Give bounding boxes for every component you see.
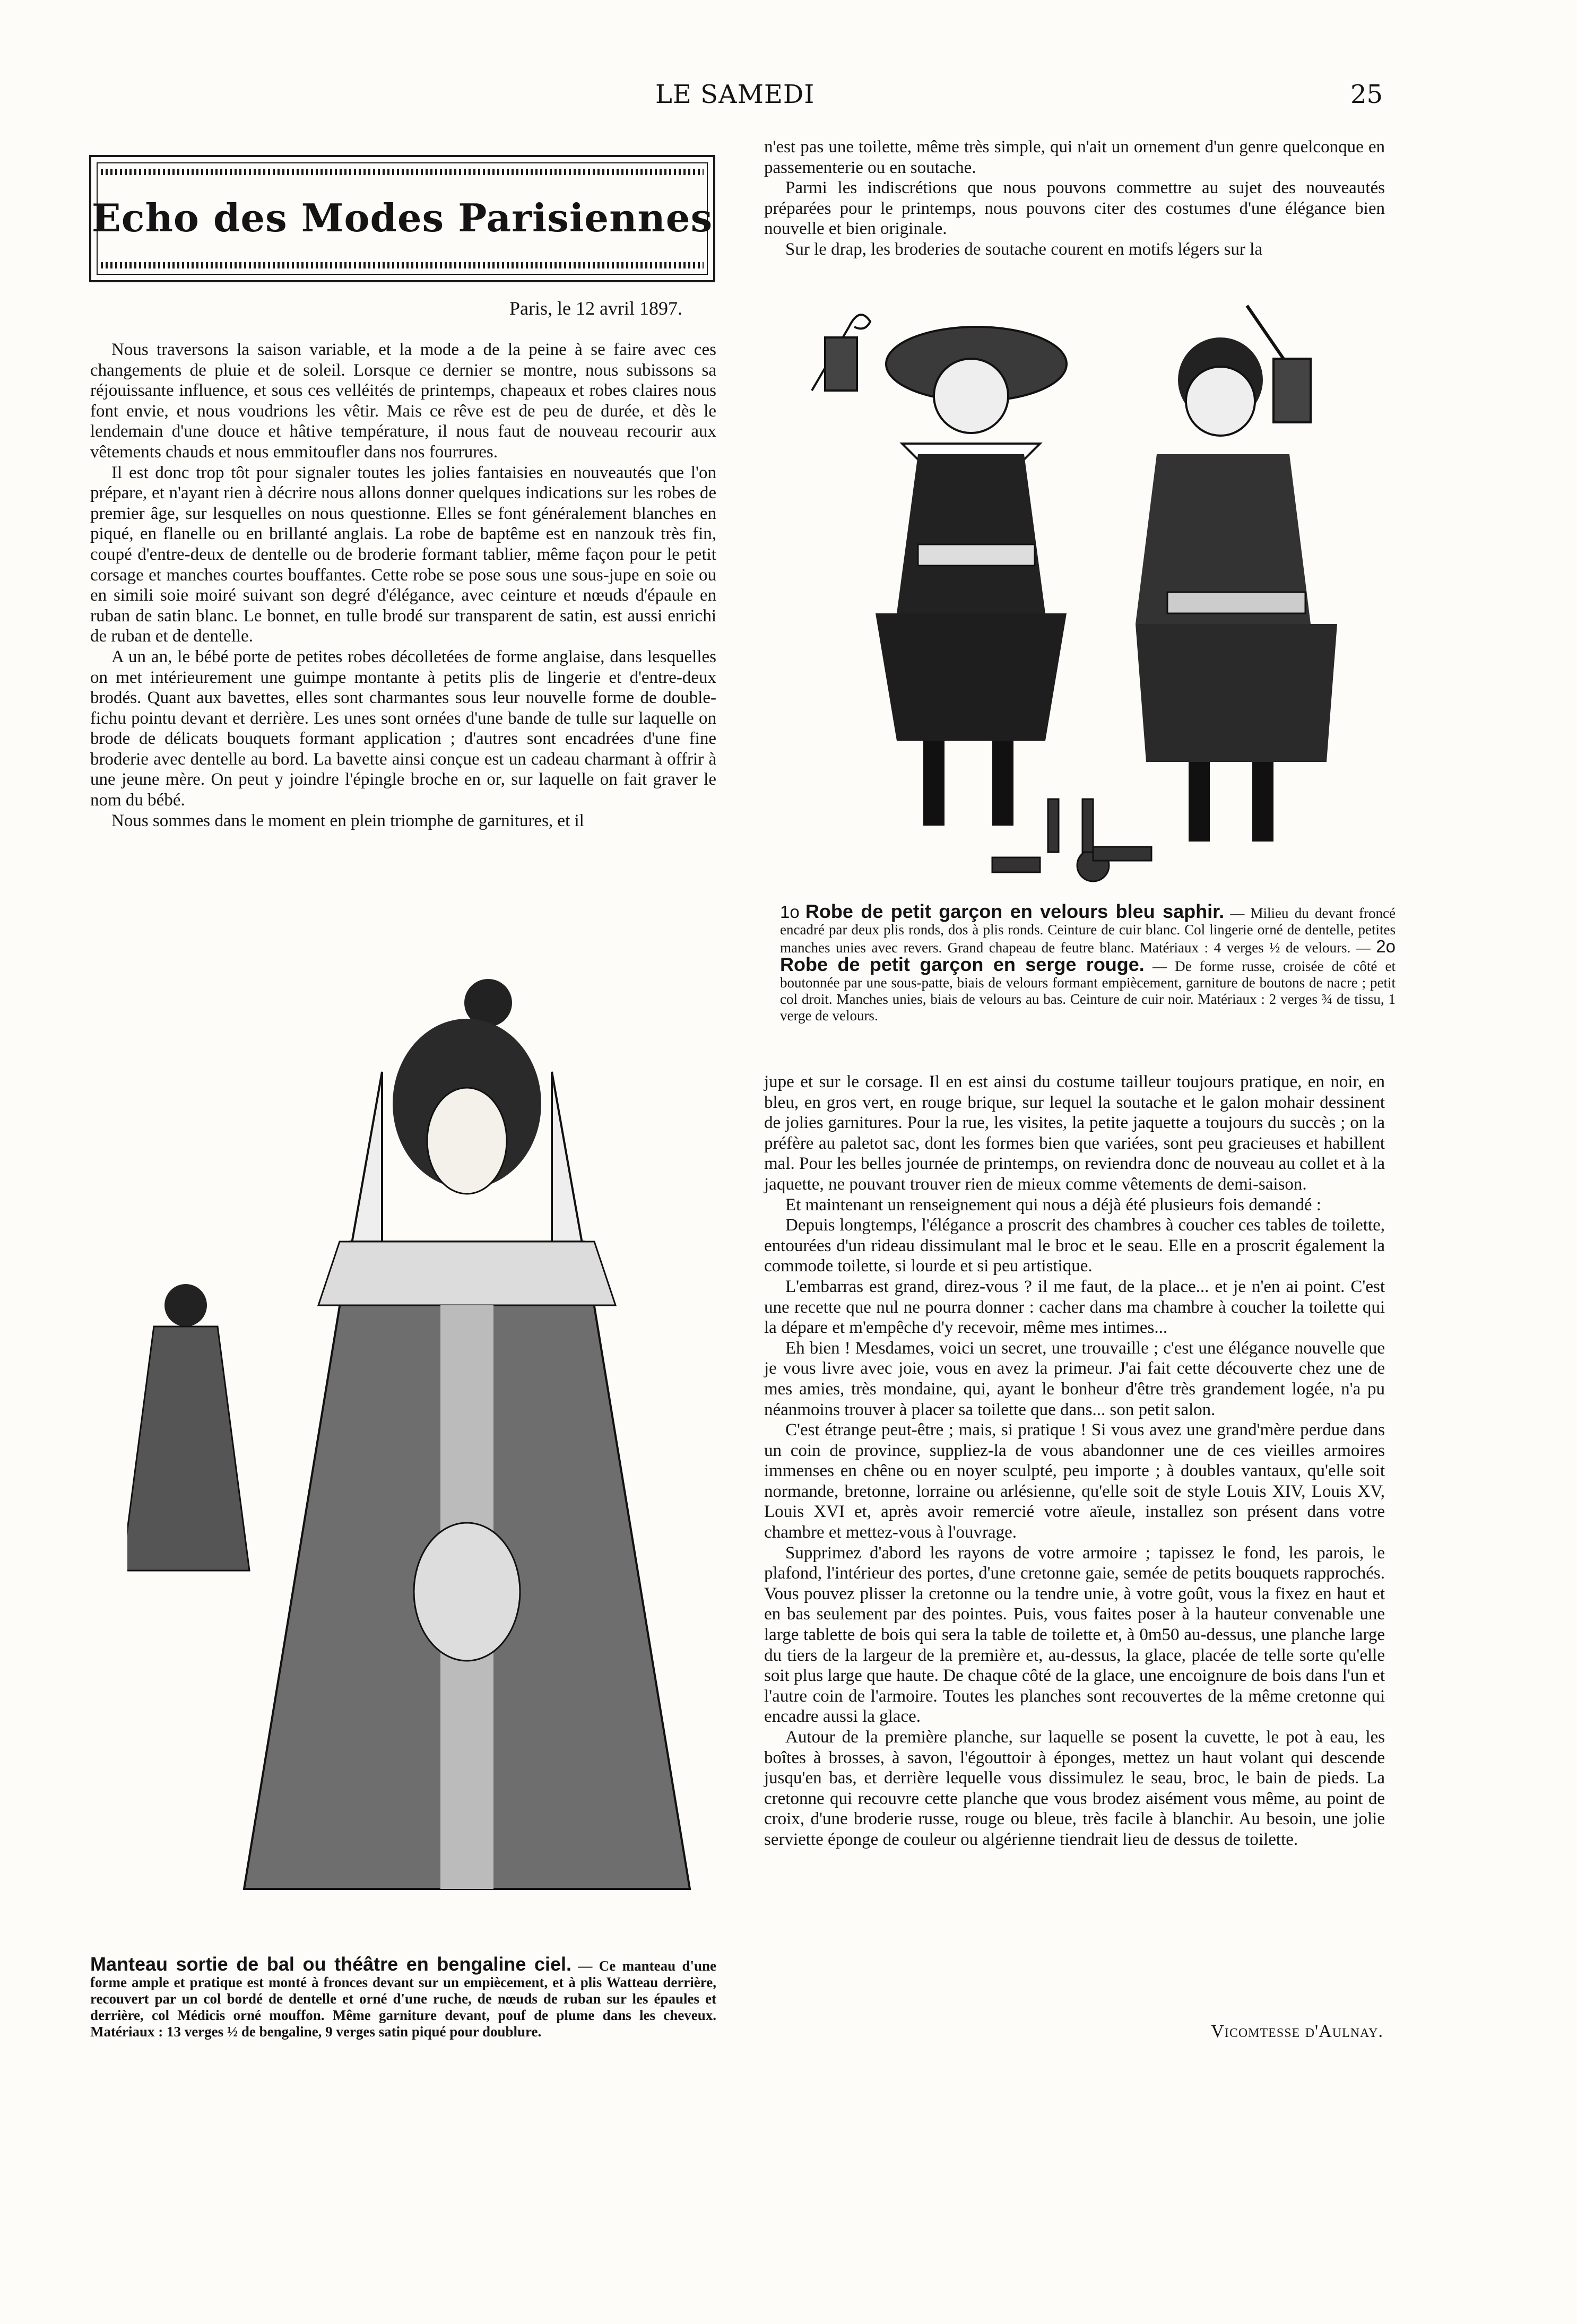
caption-heading: Manteau sortie de bal ou théâtre en bengaline ciel. <box>90 1953 572 1975</box>
paragraph: Supprimez d'abord les rayons de votre armoire ; tapissez le fond, les parois, le plafond, l'intérieur des portes, d'une cretonne gaie, semée de petits bouquets rapprochés. Vous pouvez plisser la cretonne ou la tendre unie, à votre goût, vous la fixez en haut et en bas seulement par des pointes. Puis, vous faites poser à la hauteur convenable une large tablette de bois qui sera la table de toilette et, à 0m50 au-dessus, une planche large du tiers de la largeur de la première et, au-dessus, la glace, placée de telle sorte qu'elle soit plus large que haute. De chaque côté de la glace, une encoignure de bois dans l'un et l'autre coin de l'armoire. Toutes les planches sont recouvertes de la même cretonne qui encadre aussi la glace. <box>764 1543 1385 1727</box>
child-one-figure <box>876 327 1067 826</box>
paragraph: n'est pas une toilette, même très simple, qui n'ait un ornement d'un genre quelconque en passementerie ou en soutache. <box>764 137 1385 177</box>
children-caption <box>780 900 1396 1024</box>
header-ornament-rule-bottom <box>101 262 704 268</box>
caption-number: 2o <box>1376 936 1396 956</box>
author-signature: Vicomtesse d'Aulnay. <box>1211 2022 1383 2041</box>
paragraph: Parmi les indiscrétions que nous pouvons commettre au sujet des nouveautés préparées pour le printemps, nous pouvons citer des costumes d'une élégance bien nouvelle et bien originale. <box>764 178 1385 239</box>
leg-two-right <box>1252 762 1273 842</box>
toy-drum-right <box>1273 359 1311 422</box>
velvet-dress <box>897 454 1045 613</box>
header-ornament-rule-top <box>101 169 704 175</box>
paragraph: Depuis longtemps, l'élégance a proscrit des chambres à coucher ces tables de toilette, entourées d'un rideau dissimulant mal le broc et le seau. Elle en a proscrit également la commode toilette, si lourde et si peu artistique. <box>764 1216 1385 1276</box>
leg-two-left <box>1189 762 1210 842</box>
caption-body: — De forme russe, croisée de côté et boutonnée par une sous-patte, biais de velours formant empiècement, garniture de boutons de nacre ; petit col droit. Manches unies, biais de velours au bas. Ceinture de cuir noir. Matériaux : 2 verges ¾ de tissu, 1 verge de velours. <box>780 958 1396 1024</box>
toy-cannon-barrel <box>1093 847 1151 861</box>
caption-number: 1o <box>780 902 800 922</box>
toy-drum <box>825 337 857 391</box>
tunic-skirt <box>1136 624 1337 762</box>
caption-body: — Ce manteau d'une forme ample et pratique est monté à fronces devant sur un empiècement, et à plis Watteau derrière, recouvert par un col bordé de dentelle et orné d'une ruche, de nœuds de ruban sur les épaules et derrière, col Médicis orné mouffon. Même garniture devant, pouf de plume dans les cheveux. Matériaux : 13 verges ½ de bengaline, 9 verges satin piqué pour doublure. <box>90 1958 717 2040</box>
paragraph: Eh bien ! Mesdames, voici un secret, une trouvaille ; c'est une élégance nouvelle que je vous livre avec joie, vous en avez la primeur. J'ai fait cette découverte chez une de mes amies, très mondaine, qui, ayant le bonheur d'être très grandement logée, n'a pu néanmoins trouver à placer sa toilette que dans... son petit salon. <box>764 1338 1385 1419</box>
lace-cape-collar <box>318 1242 616 1305</box>
paragraph: Et maintenant un renseignement qui nous a déjà été plusieurs fois demandé : <box>785 1195 1321 1215</box>
paragraph: C'est étrange peut-être ; mais, si pratique ! Si vous avez une grand'mère perdue dans un coin de province, suppliez-la de vous abandonner une de ces vieilles armoires immenses en chêne ou en noyer sculpté, peu importe ; à doubles vantaux, qu'elle soit normande, bretonne, lorraine ou arlésienne, qu'elle soit de style Louis XIV, Louis XV, Louis XVI et, après avoir remercié votre aïeule, installez son présent dans votre chambre et mettez-vous à l'ouvrage. <box>764 1420 1385 1542</box>
dateline: Paris, le 12 avril 1897. <box>509 298 682 319</box>
fur-muff <box>414 1523 520 1661</box>
toy-soldier <box>1048 799 1059 852</box>
paragraph: Nous traversons la saison variable, et la mode a de la peine à se faire avec ces changements de pluie et de soleil. Lorsque ce dernier se montre, nous subissons sa réjouissante influence, et sous ces velléités de printemps, chapeaux et robes claires nous font envie, et nous voudrions les vêtir. Mais ce rêve est de peu de durée, et dès le lendemain d'une douce et hâtive température, il nous faut de nouveau recourir aux vêtements chauds et nous emmitoufler dans nos fourrures. <box>90 340 716 462</box>
left-column-text <box>90 340 716 831</box>
belt <box>918 544 1035 566</box>
main-cloak-figure <box>244 979 690 1889</box>
caption-heading: Robe de petit garçon en velours bleu saphir. <box>805 900 1225 922</box>
child-one-face <box>934 359 1008 433</box>
paragraph: A un an, le bébé porte de petites robes décolletées de forme anglaise, dans lesquelles on met intérieurement une guimpe montante à petits plis de lingerie et d'entre-deux brodés. Quant aux bavettes, elles sont charmantes sous leur nouvelle forme de double-fichu pointu devant et derrière. Les unes sont ornées d'une bande de tulle sur laquelle on brode de délicats bouquets formant application ; d'autres sont encadrées d'une fine broderie avec dentelle au bord. La bavette ainsi conçue est un cadeau charmant à offrir à une jeune mère. On peut y joindre l'épingle broche en or, sur laquelle on fait graver le nom du bébé. <box>90 647 716 810</box>
medicis-collar-right <box>552 1072 584 1252</box>
cloak-caption <box>90 1953 717 2040</box>
model-face <box>427 1088 507 1194</box>
child-two-face <box>1186 367 1255 436</box>
paragraph: Autour de la première planche, sur laquelle se posent la cuvette, le pot à eau, les boîtes à brosses, à savon, l'égouttoir à éponges, mettez un haut volant qui descende jusqu'en bas, et derrière lequelle vous dissimulez le seau, broc, le bain de pieds. La cretonne qui recouvre cette planche que vous brodez aisément vous même, au point de croix, d'une broderie russe, rouge ou bleue, très facile à blanchir. Au besoin, une jolie serviette éponge de couleur ou algérienne tiendrait lieu de dessus de toilette. <box>764 1728 1385 1849</box>
whip-lash <box>849 315 870 328</box>
belt-two <box>1167 592 1305 613</box>
paragraph: Sur le drap, les broderies de soutache courent en motifs légers sur la <box>785 239 1262 259</box>
leg-left <box>923 741 945 826</box>
right-column-top-text <box>764 137 1385 260</box>
running-head: LE SAMEDI <box>655 80 815 109</box>
dress-skirt <box>876 613 1067 741</box>
leg-right <box>992 741 1013 826</box>
toy-soldier <box>1082 799 1093 852</box>
section-title: Echo des Modes Parisiennes <box>91 195 713 240</box>
section-header-box <box>89 155 715 282</box>
toy-soldier-box <box>992 857 1040 872</box>
paragraph: Il est donc trop tôt pour signaler toutes les jolies fantaisies en nouveautés que l'on prépare, et n'ayant rien à décrire nous allons donner quelques indications sur les robes de premier âge, sur lesquelles on nous questionne. Elles se font généralement blanches en piqué, en flanelle ou en brillanté anglais. La robe de baptême est en nanzouk très fin, coupé d'entre-deux de dentelle ou de broderie formant tablier, même façon pour le petit corsage et manches courtes bouffantes. Cette robe se pose sous une sous-jupe en soie ou en simili soie moiré suivant son degré d'élégance, avec ceinture et nœuds d'épaule en ruban de satin blanc. Le bonnet, en tulle brodé sur transparent de satin, est aussi enrichi de ruban et de dentelle. <box>90 463 716 646</box>
paragraph: jupe et sur le corsage. Il en est ainsi du costume tailleur toujours pratique, en noir, en bleu, en gros vert, en rouge brique, sur lequel la soutache et le galon mohair dessinent de jolies garnitures. Pour la rue, les visites, la petite jaquette a toujours du succès ; on la préfère au paletot sac, dont les formes bien que variées, sont peu gracieuses et habillent mal. Pour les belles journée de printemps, on reviendra donc de nouveau au collet et à la jaquette, ne pouvant trouver rien de mieux comme vêtements de demi-saison. <box>764 1072 1385 1194</box>
ball-cloak-engraving <box>127 966 716 1942</box>
caption-heading: Robe de petit garçon en serge rouge. <box>780 953 1145 975</box>
medicis-collar-left <box>350 1072 382 1252</box>
back-view-figure <box>127 1284 249 1571</box>
paragraph: Nous sommes dans le moment en plein triomphe de garnitures, et il <box>111 811 584 830</box>
children-costumes-engraving <box>796 295 1406 895</box>
paragraph: L'embarras est grand, direz-vous ? il me faut, de la place... et je n'en ai point. C'est une recette que nul ne pourra donner : cacher dans ma chambre à coucher la toilette qui la dépare et m'empêche d'y recevoir, même mes intimes... <box>764 1277 1385 1338</box>
caption-body: — Milieu du devant froncé encadré par deux plis ronds, dos à plis ronds. Ceinture de cuir blanc. Col lingerie orné de dentelle, petites manches unies avec revers. Grand chapeau de feutre blanc. Matériaux : 4 verges ½ de velours. — <box>780 905 1396 956</box>
page-number: 25 <box>1350 80 1383 109</box>
right-column-bottom-text <box>764 1072 1385 1850</box>
